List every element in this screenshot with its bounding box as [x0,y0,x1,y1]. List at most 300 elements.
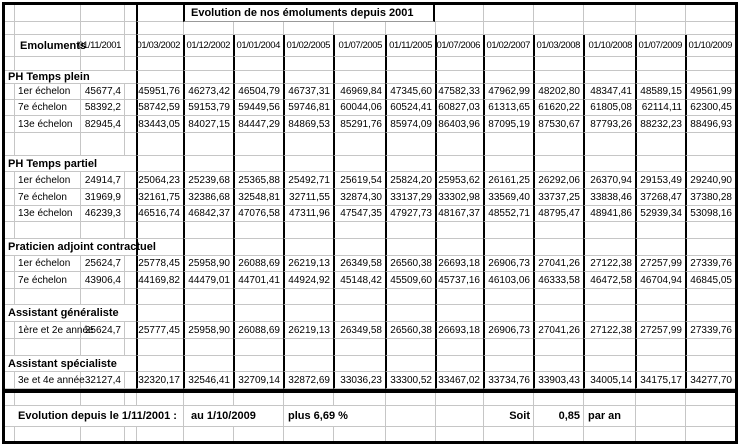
spacer-cell [125,339,136,356]
value-cell[interactable]: 47962,99 [483,84,533,100]
empty-cell [685,156,735,172]
empty-cell [233,222,283,239]
spacer-cell [125,372,136,389]
value-cell[interactable]: 45737,16 [435,272,483,289]
value-cell[interactable]: 29240,90 [685,172,735,189]
spacer-cell [5,133,15,156]
value-cell[interactable]: 33137,29 [385,189,435,206]
value-cell[interactable]: 26219,13 [283,256,333,272]
value-cell[interactable]: 45509,60 [385,272,435,289]
value-cell[interactable]: 44479,01 [183,272,233,289]
spacer-cell [125,172,136,189]
value-cell[interactable]: 32161,75 [136,189,183,206]
empty-cell [385,239,435,256]
spacer-cell [125,289,136,305]
spacer-cell [435,406,483,427]
evolution-label-cell[interactable]: Evolution depuis le 1/11/2001 : [5,406,183,427]
empty-cell [385,356,435,372]
value-cell[interactable]: 88232,23 [635,116,685,133]
value-cell[interactable]: 45951,76 [136,84,183,100]
value-cell[interactable]: 24914,7 [81,172,125,189]
value-cell[interactable]: 25958,90 [183,322,233,339]
value-cell[interactable]: 85974,09 [385,116,435,133]
spacer-cell [635,22,685,35]
value-cell[interactable]: 25624,7 [81,256,125,272]
spacer-cell [125,427,136,441]
empty-cell [333,356,385,372]
value-cell[interactable]: 33569,40 [483,189,533,206]
spacer-cell [583,22,635,35]
value-cell[interactable]: 34005,14 [583,372,635,389]
empty-cell [483,71,533,84]
empty-cell [385,339,435,356]
value-cell[interactable]: 33467,02 [435,372,483,389]
value-cell[interactable]: 25064,23 [136,172,183,189]
date-header-cell[interactable]: 01/07/2009 [635,35,685,57]
value-cell[interactable]: 60524,41 [385,100,435,116]
empty-cell [685,57,735,71]
empty-cell [533,57,583,71]
row-label-cell[interactable]: 13e échelon [15,206,81,222]
value-cell[interactable]: 29153,49 [635,172,685,189]
value-cell[interactable]: 33838,46 [583,189,635,206]
value-cell[interactable]: 46842,37 [183,206,233,222]
value-cell[interactable]: 27339,76 [685,322,735,339]
value-cell[interactable]: 60044,06 [333,100,385,116]
value-cell[interactable]: 83443,05 [136,116,183,133]
spacer-cell [125,133,136,156]
value-cell[interactable]: 47547,35 [333,206,385,222]
empty-cell [533,305,583,322]
value-cell[interactable]: 26349,58 [333,256,385,272]
date-header-cell[interactable]: 01/10/2009 [685,35,735,57]
empty-cell [685,305,735,322]
value-cell[interactable]: 59153,79 [183,100,233,116]
row-label-cell[interactable]: 1er échelon [15,172,81,189]
empty-cell [635,305,685,322]
value-cell[interactable]: 60827,03 [435,100,483,116]
row-label-cell[interactable]: 7e échelon [15,100,81,116]
spacer-cell [5,172,15,189]
value-cell[interactable]: 84027,15 [183,116,233,133]
spacer-cell [136,5,183,22]
empty-cell [635,239,685,256]
empty-cell [435,427,483,441]
value-cell[interactable]: 25778,45 [136,256,183,272]
spacer-cell [5,393,15,406]
empty-cell [283,156,333,172]
value-cell[interactable]: 26349,58 [333,322,385,339]
value-cell[interactable]: 27257,99 [635,256,685,272]
empty-cell [333,427,385,441]
empty-cell [583,356,635,372]
empty-cell [483,57,533,71]
value-cell[interactable]: 61313,65 [483,100,533,116]
empty-cell [233,71,283,84]
value-cell[interactable]: 46472,58 [583,272,635,289]
empty-cell [233,133,283,156]
empty-cell [136,57,183,71]
value-cell[interactable]: 34175,17 [635,372,685,389]
value-cell[interactable]: 32872,69 [283,372,333,389]
empty-cell [533,222,583,239]
date-header-cell[interactable]: 01/11/2005 [385,35,435,57]
empty-cell [136,305,183,322]
empty-cell [333,289,385,305]
value-cell[interactable]: 43906,4 [81,272,125,289]
empty-row [5,339,735,356]
empty-cell [435,393,483,406]
value-cell[interactable]: 84447,29 [233,116,283,133]
value-cell[interactable]: 32711,55 [283,189,333,206]
spacer-cell [125,100,136,116]
spacer-cell [5,322,15,339]
spacer-cell [5,116,15,133]
row-label-cell[interactable]: 13e échelon [15,116,81,133]
spacer-cell [125,222,136,239]
data-row [5,322,735,339]
spacer-cell [583,5,635,22]
empty-cell [635,133,685,156]
date-header-cell[interactable]: 01/07/2006 [435,35,483,57]
value-cell[interactable]: 27041,26 [533,256,583,272]
value-cell[interactable]: 37268,47 [635,189,685,206]
spacer-cell [685,406,735,427]
empty-cell [583,305,635,322]
value-cell[interactable]: 33036,23 [333,372,385,389]
empty-cell [233,305,283,322]
spacer-cell [5,272,15,289]
value-cell[interactable]: 26906,73 [483,322,533,339]
spacer-cell [81,222,125,239]
row-label-cell[interactable]: 1er échelon [15,256,81,272]
date-header-cell[interactable]: 01/03/2008 [533,35,583,57]
row-label-cell[interactable]: 7e échelon [15,272,81,289]
spacer-cell [5,256,15,272]
value-cell[interactable]: 25239,68 [183,172,233,189]
empty-cell [136,339,183,356]
value-cell[interactable]: 86403,96 [435,116,483,133]
empty-cell [233,427,283,441]
value-cell[interactable]: 87095,19 [483,116,533,133]
empty-cell [385,427,435,441]
empty-cell [685,71,735,84]
value-cell[interactable]: 49561,99 [685,84,735,100]
emoluments-header-cell[interactable]: Emoluments [15,35,81,57]
value-cell[interactable]: 26906,73 [483,256,533,272]
value-cell[interactable]: 46103,06 [483,272,533,289]
section-header-cell[interactable]: Assistant généraliste [5,305,136,322]
date-header-cell[interactable]: 01/12/2002 [183,35,233,57]
value-cell[interactable]: 32127,4 [81,372,125,389]
spacer-cell [685,5,735,22]
value-cell[interactable]: 27257,99 [635,322,685,339]
empty-row [5,22,735,35]
value-cell[interactable]: 85291,76 [333,116,385,133]
empty-cell [283,57,333,71]
spacer-cell [15,57,81,71]
increase-cell[interactable]: plus 6,69 % [283,406,385,427]
value-cell[interactable]: 25619,54 [333,172,385,189]
value-cell[interactable]: 47076,58 [233,206,283,222]
value-cell[interactable]: 48347,41 [583,84,635,100]
empty-cell [635,339,685,356]
spacer-cell [183,22,233,35]
date-header-cell[interactable]: 01/01/2004 [233,35,283,57]
value-cell[interactable]: 26370,94 [583,172,635,189]
empty-cell [435,239,483,256]
spacer-cell [5,222,15,239]
section-header-cell[interactable]: PH Temps plein [5,71,136,84]
value-cell[interactable]: 46704,94 [635,272,685,289]
spacer-cell [15,393,81,406]
value-cell[interactable]: 47927,73 [385,206,435,222]
empty-cell [333,71,385,84]
value-cell[interactable]: 45677,4 [81,84,125,100]
spacer-cell [81,339,125,356]
spacer-cell [5,339,15,356]
data-row [5,116,735,133]
empty-cell [333,57,385,71]
empty-cell [333,305,385,322]
section-header-cell[interactable]: Assistant spécialiste [5,356,136,372]
value-cell[interactable]: 61620,22 [533,100,583,116]
empty-cell [283,133,333,156]
row-label-cell[interactable]: 3e et 4e année [15,372,81,389]
row-label-cell[interactable]: 7e échelon [15,189,81,206]
value-cell[interactable]: 46969,84 [333,84,385,100]
value-cell[interactable]: 44169,82 [136,272,183,289]
empty-cell [385,222,435,239]
date-header-cell[interactable]: 01/07/2005 [333,35,385,57]
value-cell[interactable]: 59449,56 [233,100,283,116]
spacer-cell [125,206,136,222]
empty-cell [183,156,233,172]
value-cell[interactable]: 25953,62 [435,172,483,189]
value-cell[interactable]: 87530,67 [533,116,583,133]
empty-cell [635,57,685,71]
rate-cell[interactable]: 0,85 [533,406,583,427]
value-cell[interactable]: 27122,38 [583,322,635,339]
empty-cell [533,133,583,156]
per-cell[interactable]: par an [583,406,635,427]
empty-cell [333,222,385,239]
empty-row [5,57,735,71]
section-header-cell[interactable]: PH Temps partiel [5,156,136,172]
value-cell[interactable]: 47582,33 [435,84,483,100]
empty-cell [136,71,183,84]
value-cell[interactable]: 58392,2 [81,100,125,116]
value-cell[interactable]: 33302,98 [435,189,483,206]
value-cell[interactable]: 25492,71 [283,172,333,189]
empty-row [5,427,735,441]
spacer-cell [125,22,136,35]
spacer-cell [5,5,15,22]
value-cell[interactable]: 87793,26 [583,116,635,133]
date-header-cell[interactable]: 01/03/2002 [136,35,183,57]
value-cell[interactable]: 32874,30 [333,189,385,206]
empty-cell [635,427,685,441]
value-cell[interactable]: 27339,76 [685,256,735,272]
spacer-cell [81,393,125,406]
value-cell[interactable]: 88496,93 [685,116,735,133]
value-cell[interactable]: 44924,92 [283,272,333,289]
empty-row [5,289,735,305]
spacer-cell [125,272,136,289]
data-row [5,84,735,100]
value-cell[interactable]: 33734,76 [483,372,533,389]
value-cell[interactable]: 48589,15 [635,84,685,100]
value-cell[interactable]: 26560,38 [385,322,435,339]
value-cell[interactable]: 46239,3 [81,206,125,222]
value-cell[interactable]: 32320,17 [136,372,183,389]
row-label-cell[interactable]: 1er échelon [15,84,81,100]
value-cell[interactable]: 58742,59 [136,100,183,116]
to-date-cell[interactable]: au 1/10/2009 [183,406,283,427]
spacer-cell [635,5,685,22]
value-cell[interactable]: 26292,06 [533,172,583,189]
spacer-cell [435,5,483,22]
value-cell[interactable]: 52939,34 [635,206,685,222]
value-cell[interactable]: 46333,58 [533,272,583,289]
spacer-cell [483,5,533,22]
spacer-cell [81,22,125,35]
row-label-cell[interactable]: 1ère et 2e année [15,322,81,339]
value-cell[interactable]: 48795,47 [533,206,583,222]
empty-cell [435,156,483,172]
value-cell[interactable]: 61805,08 [583,100,635,116]
empty-cell [685,356,735,372]
value-cell[interactable]: 32386,68 [183,189,233,206]
value-cell[interactable]: 82945,4 [81,116,125,133]
value-cell[interactable]: 32546,41 [183,372,233,389]
empty-cell [685,222,735,239]
empty-cell [233,393,283,406]
value-cell[interactable]: 26088,69 [233,322,283,339]
value-cell[interactable]: 26161,25 [483,172,533,189]
value-cell[interactable]: 33737,25 [533,189,583,206]
empty-cell [483,427,533,441]
value-cell[interactable]: 46516,74 [136,206,183,222]
value-cell[interactable]: 45148,42 [333,272,385,289]
date-header-cell[interactable]: 01/02/2005 [283,35,333,57]
value-cell[interactable]: 48941,86 [583,206,635,222]
data-row [5,272,735,289]
value-cell[interactable]: 25777,45 [136,322,183,339]
empty-cell [136,289,183,305]
date-header-cell[interactable]: 01/02/2007 [483,35,533,57]
empty-cell [583,289,635,305]
spacer-cell [125,256,136,272]
value-cell[interactable]: 37380,28 [685,189,735,206]
value-cell[interactable]: 26560,38 [385,256,435,272]
spacer-cell [15,289,81,305]
empty-cell [136,393,183,406]
empty-cell [635,156,685,172]
value-cell[interactable]: 62300,45 [685,100,735,116]
spacer-cell [5,189,15,206]
empty-cell [136,156,183,172]
header-row [5,35,735,57]
value-cell[interactable]: 46273,42 [183,84,233,100]
value-cell[interactable]: 44701,41 [233,272,283,289]
section-header-cell[interactable]: Praticien adjoint contractuel [5,239,136,256]
value-cell[interactable]: 46845,05 [685,272,735,289]
value-cell[interactable]: 84869,53 [283,116,333,133]
spacer-cell [5,427,15,441]
spacer-cell [81,5,125,22]
emoluments-table [2,2,738,444]
value-cell[interactable]: 32548,81 [233,189,283,206]
empty-cell [136,133,183,156]
value-cell[interactable]: 25824,20 [385,172,435,189]
value-cell[interactable]: 47345,60 [385,84,435,100]
value-cell[interactable]: 26219,13 [283,322,333,339]
value-cell[interactable]: 31969,9 [81,189,125,206]
value-cell[interactable]: 34277,70 [685,372,735,389]
value-cell[interactable]: 48167,37 [435,206,483,222]
empty-cell [483,339,533,356]
value-cell[interactable]: 26693,18 [435,256,483,272]
value-cell[interactable]: 27122,38 [583,256,635,272]
value-cell[interactable]: 62114,11 [635,100,685,116]
empty-row [5,393,735,406]
value-cell[interactable]: 32709,14 [233,372,283,389]
date-header-cell[interactable]: 01/11/2001 [81,35,125,57]
summary-row [5,406,735,427]
value-cell[interactable]: 47311,96 [283,206,333,222]
empty-cell [483,305,533,322]
value-cell[interactable]: 25365,88 [233,172,283,189]
empty-cell [385,133,435,156]
empty-cell [635,356,685,372]
value-cell[interactable]: 27041,26 [533,322,583,339]
empty-cell [283,339,333,356]
spacer-cell [5,100,15,116]
soit-cell[interactable]: Soit [483,406,533,427]
empty-cell [333,156,385,172]
date-header-cell[interactable]: 01/10/2008 [583,35,635,57]
value-cell[interactable]: 26088,69 [233,256,283,272]
value-cell[interactable]: 48202,80 [533,84,583,100]
spacer-cell [685,22,735,35]
empty-cell [483,133,533,156]
value-cell[interactable]: 46504,79 [233,84,283,100]
empty-cell [483,239,533,256]
section-row [5,156,735,172]
empty-cell [435,339,483,356]
empty-cell [685,239,735,256]
value-cell[interactable]: 25958,90 [183,256,233,272]
spacer-cell [81,57,125,71]
empty-cell [635,71,685,84]
spacer-cell [385,22,435,35]
value-cell[interactable]: 59746,81 [283,100,333,116]
value-cell[interactable]: 33903,43 [533,372,583,389]
section-row [5,239,735,256]
data-row [5,189,735,206]
empty-cell [435,289,483,305]
value-cell[interactable]: 33300,52 [385,372,435,389]
value-cell[interactable]: 53098,16 [685,206,735,222]
value-cell[interactable]: 46737,31 [283,84,333,100]
value-cell[interactable]: 25624,7 [81,322,125,339]
empty-cell [635,222,685,239]
spacer-cell [5,289,15,305]
value-cell[interactable]: 26693,18 [435,322,483,339]
value-cell[interactable]: 48552,71 [483,206,533,222]
empty-cell [483,222,533,239]
